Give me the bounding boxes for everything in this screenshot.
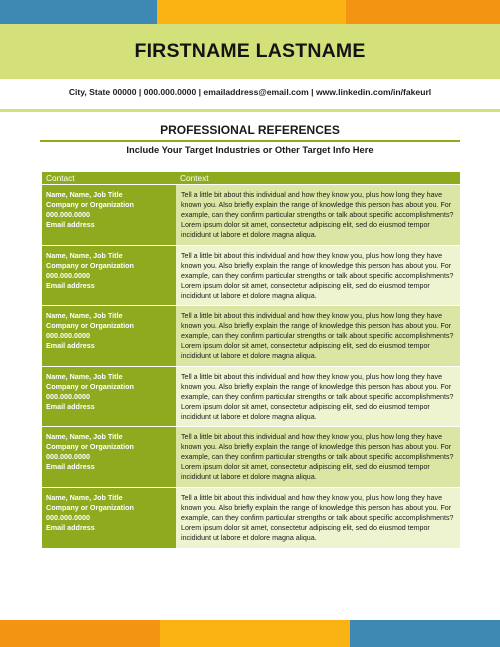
contact-cell — [42, 245, 176, 306]
reference-name-title: Name, Name, Job Title — [46, 311, 123, 320]
table-row — [42, 305, 460, 366]
candidate-name: FIRSTNAME LASTNAME — [134, 40, 366, 62]
context-cell: Tell a little bit about this individual and how they know you, plus how long they have known you. Also briefly explain the range of knowledge this person has about you. For example, can they confirm particular strengths or talk about specific accomplishments? Lorem ipsum dolor sit amet, consectetur adipiscing elit, sed do eiusmod tempor incididunt ut labore et dolore magna aliqua. — [176, 366, 460, 427]
reference-phone: 000.000.0000 — [46, 210, 90, 219]
references-table — [42, 172, 460, 548]
reference-company: Company or Organization — [46, 260, 134, 270]
context-cell: Tell a little bit about this individual and how they know you, plus how long they have known you. Also briefly explain the range of knowledge this person has about you. For example, can they confirm particular strengths or talk about specific accomplishments? Lorem ipsum dolor sit amet, consectetur adipiscing elit, sed do eiusmod tempor incididunt ut labore et dolore magna aliqua. — [176, 487, 460, 548]
section-title-underline — [40, 140, 460, 142]
reference-company: Company or Organization — [46, 442, 134, 451]
bottom-bar-yellow-segment — [160, 620, 350, 647]
table-row — [42, 366, 460, 427]
reference-email: Email address — [46, 462, 95, 471]
contact-cell — [42, 366, 176, 427]
reference-name-title: Name, Name, Job Title — [46, 190, 123, 199]
column-header-contact: Contact — [46, 173, 75, 183]
reference-company: Company or Organization — [46, 200, 134, 209]
bottom-bar-blue-segment — [350, 620, 500, 647]
reference-phone: 000.000.0000 — [46, 270, 90, 280]
contact-cell — [42, 487, 176, 548]
reference-phone: 000.000.0000 — [46, 452, 90, 461]
context-cell: Tell a little bit about this individual and how they know you, plus how long they have known you. Also briefly explain the range of knowledge this person has about you. For example, can they confirm particular strengths or talk about specific accomplishments? Lorem ipsum dolor sit amet, consectetur adipiscing elit, sed do eiusmod tempor incididunt ut labore et dolore magna aliqua. — [176, 184, 460, 245]
reference-name-title: Name, Name, Job Title — [46, 432, 123, 441]
reference-company: Company or Organization — [46, 321, 134, 330]
contact-cell — [42, 184, 176, 245]
column-header-context: Context — [180, 173, 209, 183]
reference-email: Email address — [46, 401, 95, 411]
reference-email: Email address — [46, 280, 95, 290]
top-bar-orange-segment — [346, 0, 500, 24]
header-divider — [0, 109, 500, 112]
reference-name-title: Name, Name, Job Title — [46, 371, 123, 381]
context-cell: Tell a little bit about this individual and how they know you, plus how long they have known you. Also briefly explain the range of knowledge this person has about you. For example, can they confirm particular strengths or talk about specific accomplishments? Lorem ipsum dolor sit amet, consectetur adipiscing elit, sed do eiusmod tempor incididunt ut labore et dolore magna aliqua. — [176, 305, 460, 366]
top-bar-yellow-segment — [157, 0, 346, 24]
reference-name-title: Name, Name, Job Title — [46, 492, 123, 502]
reference-phone: 000.000.0000 — [46, 331, 90, 340]
top-bar-blue-segment — [0, 0, 157, 24]
reference-email: Email address — [46, 341, 95, 350]
reference-company: Company or Organization — [46, 502, 134, 512]
reference-email: Email address — [46, 522, 95, 532]
context-cell: Tell a little bit about this individual and how they know you, plus how long they have known you. Also briefly explain the range of knowledge this person has about you. For example, can they confirm particular strengths or talk about specific accomplishments? Lorem ipsum dolor sit amet, consectetur adipiscing elit, sed do eiusmod tempor incididunt ut labore et dolore magna aliqua. — [176, 245, 460, 306]
reference-phone: 000.000.0000 — [46, 391, 90, 401]
reference-phone: 000.000.0000 — [46, 512, 90, 522]
reference-company: Company or Organization — [46, 381, 134, 391]
table-header-row — [42, 172, 460, 184]
table-row — [42, 184, 460, 245]
reference-email: Email address — [46, 220, 95, 229]
table-row — [42, 487, 460, 548]
table-row — [42, 245, 460, 306]
contact-info-line: City, State 00000 | 000.000.0000 | emailaddress@email.com | www.linkedin.com/in/fakeurl — [68, 87, 432, 97]
bottom-bar-orange-segment — [0, 620, 160, 647]
context-cell: Tell a little bit about this individual and how they know you, plus how long they have known you. Also briefly explain the range of knowledge this person has about you. For example, can they confirm particular strengths or talk about specific accomplishments? Lorem ipsum dolor sit amet, consectetur adipiscing elit, sed do eiusmod tempor incididunt ut labore et dolore magna aliqua. — [176, 426, 460, 487]
section-title: PROFESSIONAL REFERENCES — [160, 123, 340, 137]
top-color-bar — [0, 0, 500, 24]
contact-cell — [42, 426, 176, 487]
bottom-color-bar — [0, 620, 500, 647]
name-band — [0, 24, 500, 79]
contact-cell — [42, 305, 176, 366]
table-row — [42, 426, 460, 487]
reference-name-title: Name, Name, Job Title — [46, 250, 123, 260]
section-subtitle: Include Your Target Industries or Other Target Info Here — [126, 144, 374, 155]
